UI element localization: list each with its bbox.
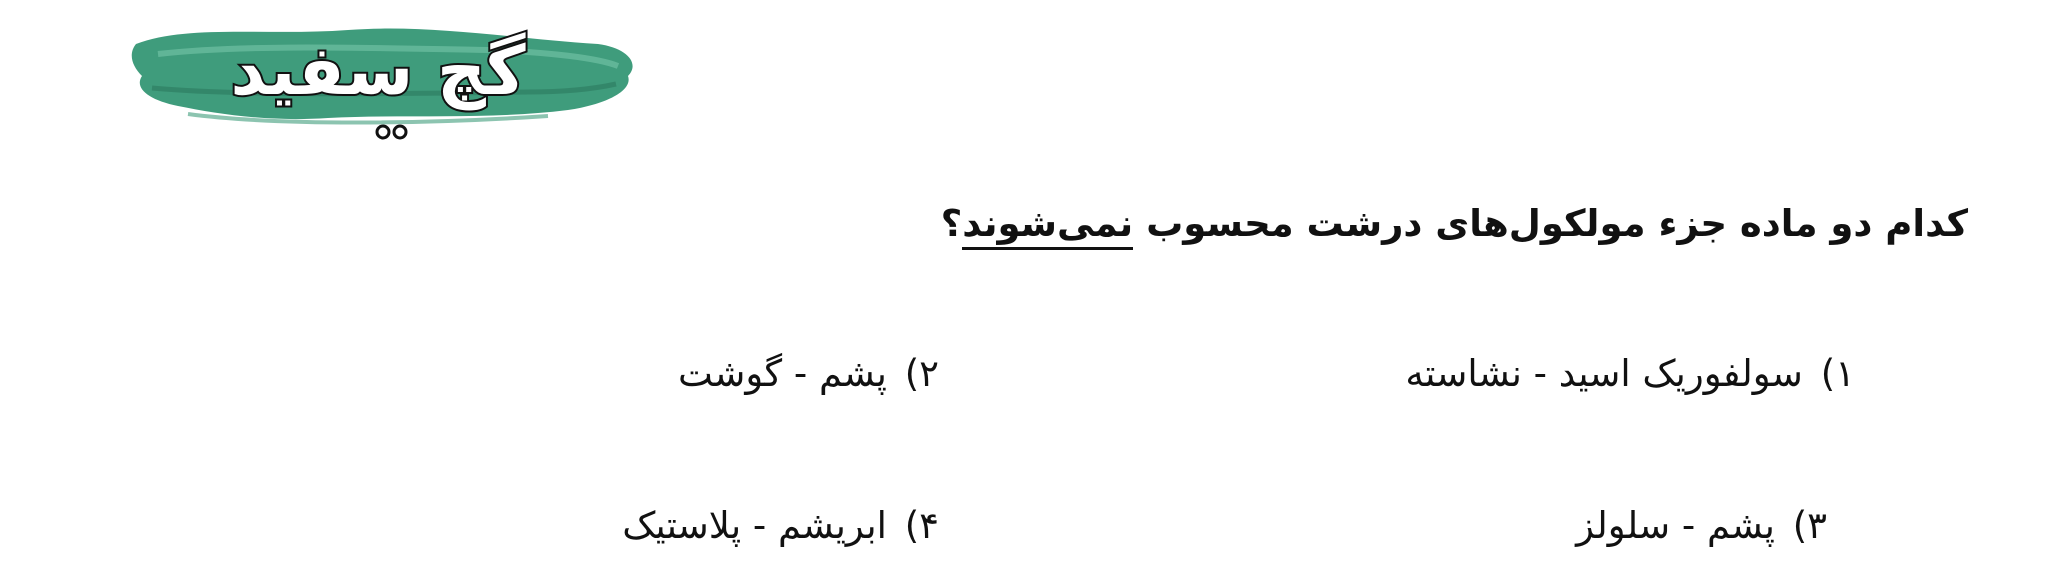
answer-option-4[interactable]	[622, 498, 939, 554]
option-text: سولفوریک اسید - نشاسته	[1405, 352, 1803, 395]
option-number: ۱)	[1820, 352, 1855, 395]
option-text: پشم - گوشت	[678, 352, 887, 395]
option-text: ابریشم - پلاستیک	[622, 504, 887, 547]
option-number: ۲)	[904, 352, 939, 395]
brand-logo	[128, 14, 648, 144]
question-stem: کدام دو ماده جزء مولکول‌های درشت محسوب	[1146, 202, 1968, 245]
question-negation: نمی‌شوند	[962, 202, 1133, 250]
question-text	[941, 196, 1968, 252]
option-number: ۴)	[904, 504, 939, 547]
answer-option-3[interactable]	[1576, 498, 1827, 554]
logo-wordmark: گچ سفید	[230, 32, 526, 111]
answer-option-2[interactable]	[678, 346, 939, 402]
option-number: ۳)	[1792, 504, 1827, 547]
option-text: پشم - سلولز	[1576, 504, 1775, 547]
answer-option-1[interactable]	[1405, 346, 1855, 402]
question-mark: ؟	[940, 202, 963, 245]
